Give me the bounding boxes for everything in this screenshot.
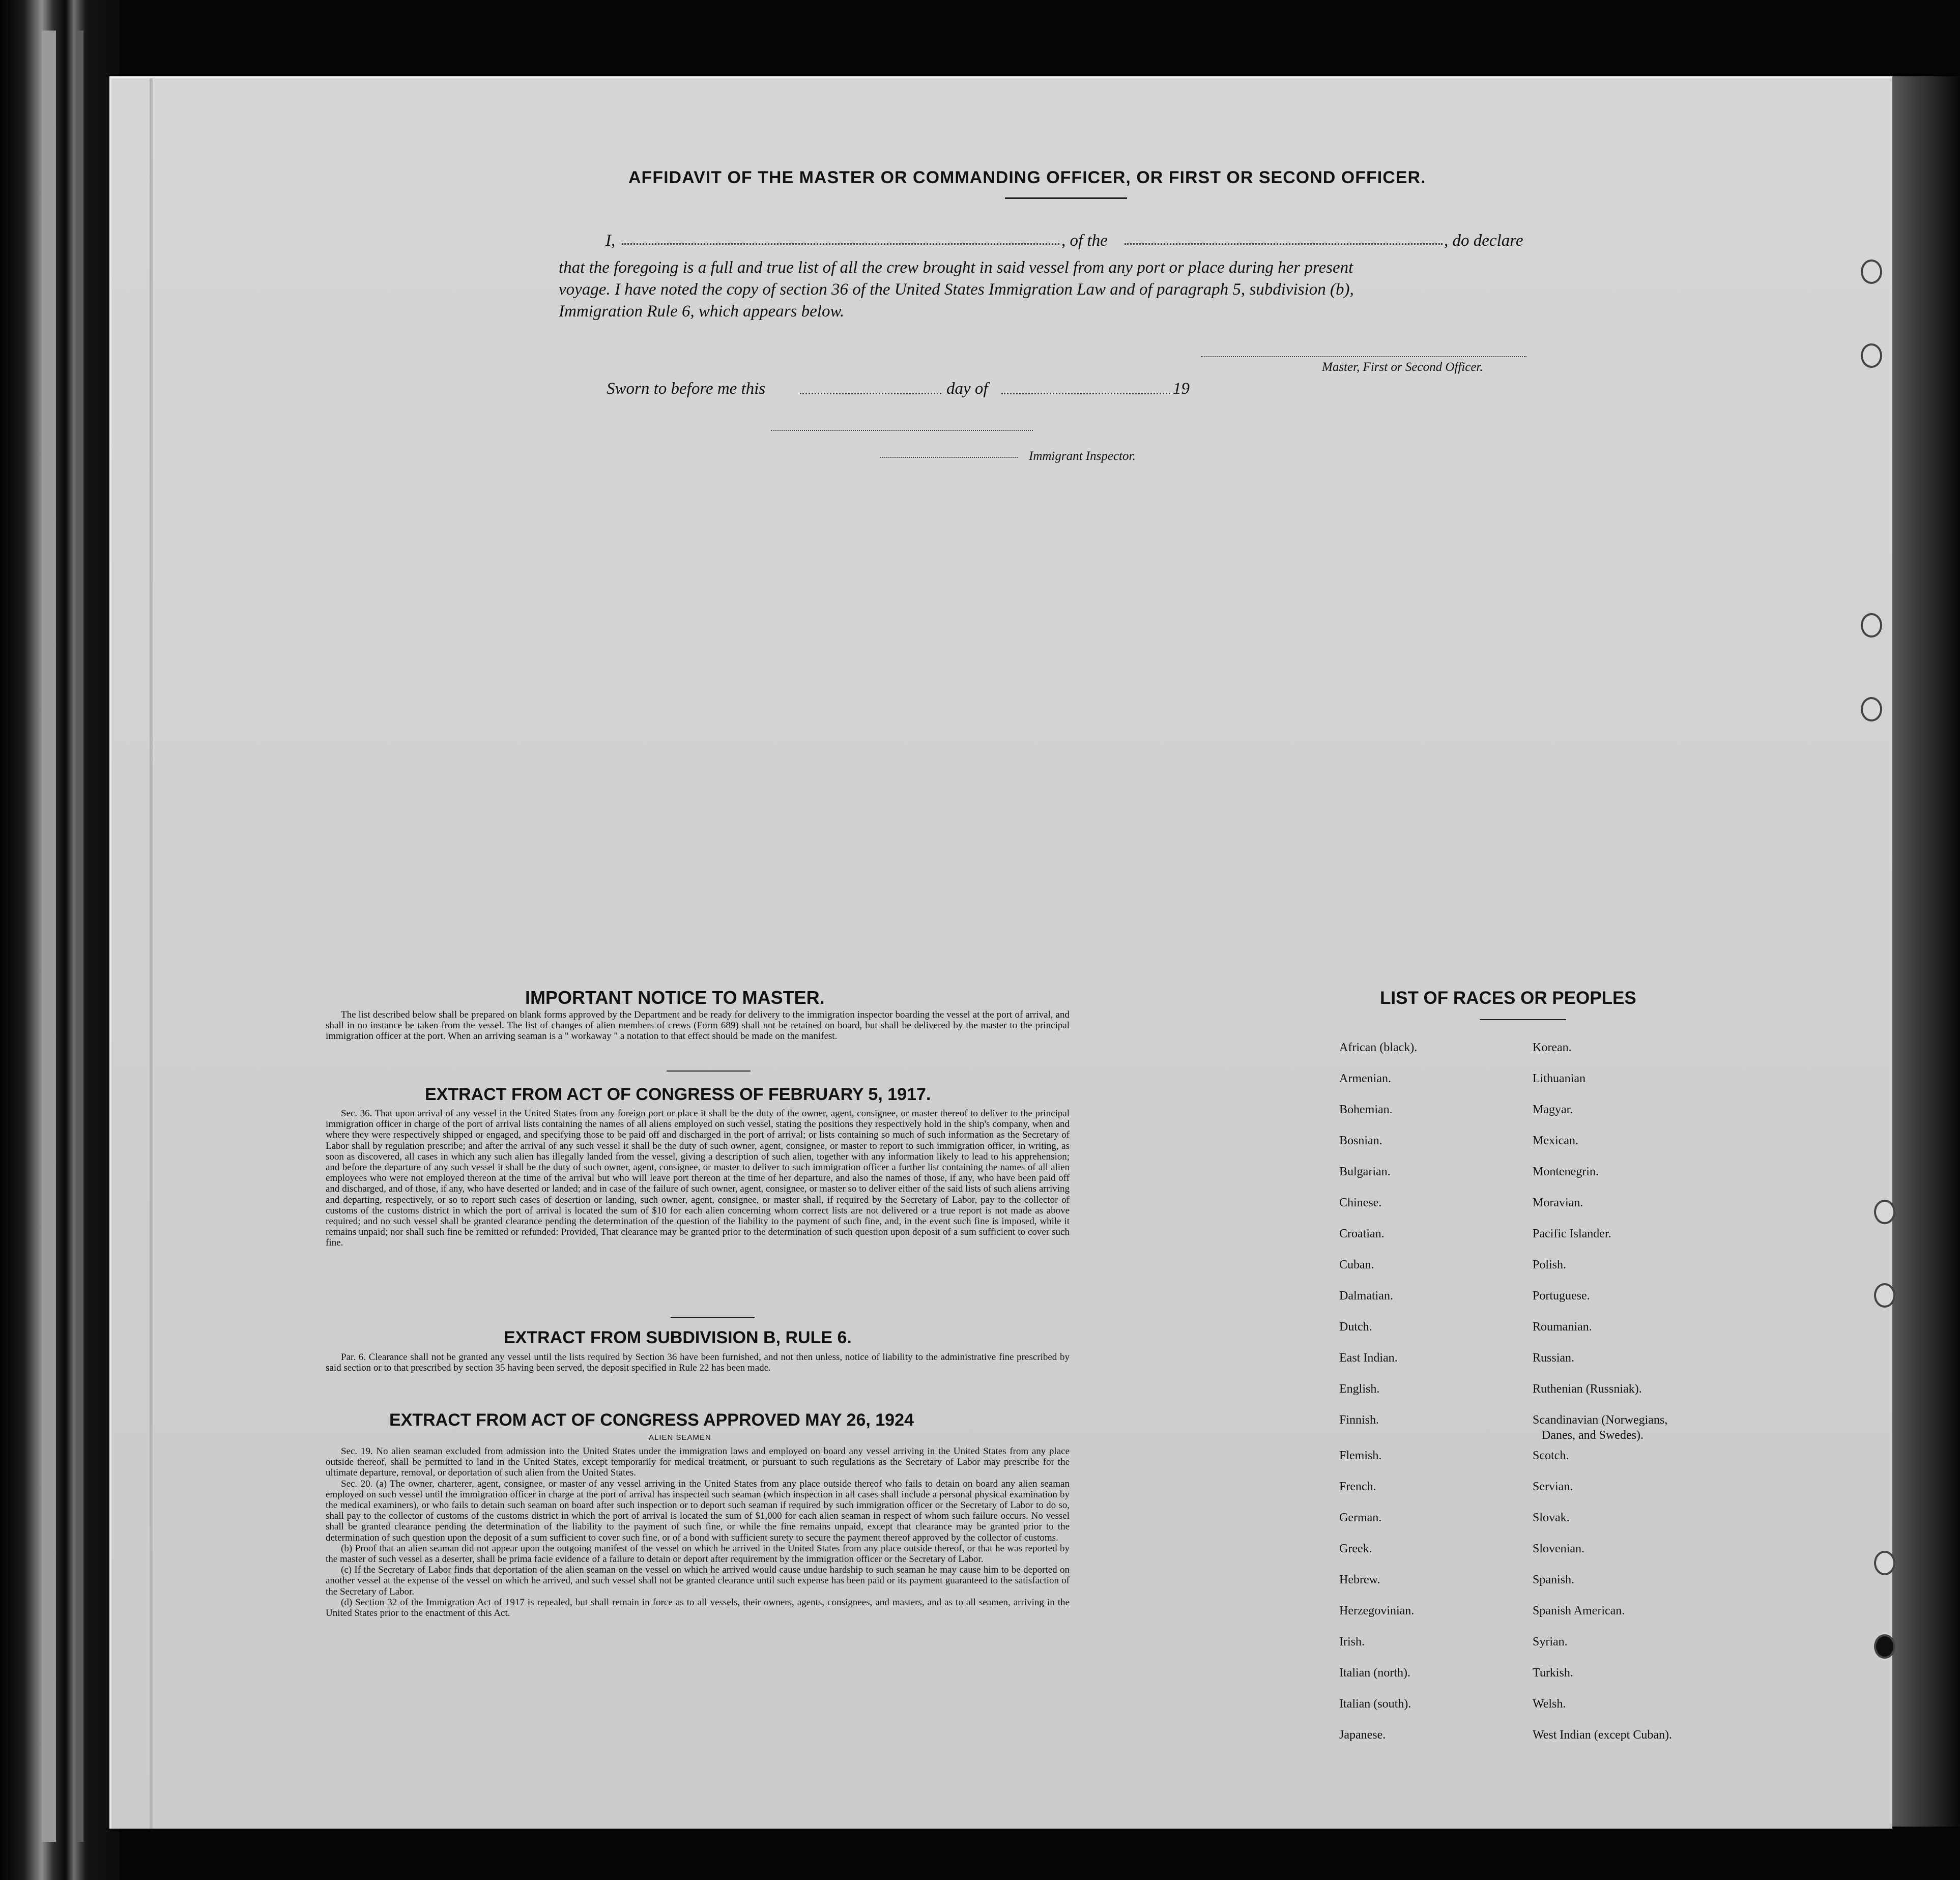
race-item: Mexican. — [1533, 1134, 1578, 1147]
punch-hole — [1861, 697, 1882, 721]
rule6-text: Par. 6. Clearance shall not be granted any vessel until the lists required by Section 36 have been furnished, and not then unless, notice of liability to the administrative fine prescribed by said section or to that prescribed by section 35 having been served, the deposit specified in Rule 22 has been made. — [326, 1352, 1070, 1374]
inspector-signature-blank[interactable] — [771, 430, 1033, 431]
inspector-label: Immigrant Inspector. — [1029, 449, 1136, 463]
sec19-text: Sec. 19. No alien seaman excluded from admission into the United States under the immigration laws and employed on board any vessel arriving in the United States from any place outside thereof, shall be permitted to land in the United States, except temporarily for medical treatment, or pursuant to such regulations as the Secretary of Labor may prescribe for the ultimate departure, removal, or deportation of such alien from the United States. — [326, 1446, 1070, 1479]
race-item: Scandinavian (Norwegians, — [1533, 1413, 1668, 1427]
race-item: Japanese. — [1339, 1728, 1386, 1742]
book-binding — [0, 0, 120, 1880]
race-item: Bohemian. — [1339, 1103, 1393, 1116]
extract1917-title: EXTRACT FROM ACT OF CONGRESS OF FEBRUARY 5, 1917. — [425, 1085, 931, 1104]
punch-hole — [1874, 1283, 1895, 1308]
race-item: Ruthenian (Russniak). — [1533, 1382, 1642, 1396]
affidavit-of-the: , of the — [1061, 232, 1108, 250]
race-item: Montenegrin. — [1533, 1165, 1599, 1178]
race-item: German. — [1339, 1511, 1382, 1524]
race-item: Italian (south). — [1339, 1697, 1411, 1711]
race-item: Roumanian. — [1533, 1320, 1592, 1334]
race-item: Moravian. — [1533, 1196, 1583, 1209]
race-item: West Indian (except Cuban). — [1533, 1728, 1672, 1742]
extract1924-body — [326, 1446, 1070, 1618]
sworn-day-label: day of — [946, 380, 988, 398]
race-item: Syrian. — [1533, 1635, 1568, 1648]
race-item: Portuguese. — [1533, 1289, 1590, 1303]
divider — [671, 1317, 755, 1318]
affidavit-declare: , do declare — [1444, 232, 1523, 250]
race-item: Servian. — [1533, 1480, 1573, 1493]
race-item: Turkish. — [1533, 1666, 1573, 1680]
race-item: Bosnian. — [1339, 1134, 1382, 1147]
race-item: English. — [1339, 1382, 1380, 1396]
extract1924-title: EXTRACT FROM ACT OF CONGRESS APPROVED MAY 26, 1924 — [389, 1410, 914, 1430]
extract1924-subtitle: ALIEN SEAMEN — [649, 1433, 711, 1442]
affidavit-i: I, — [606, 232, 616, 250]
race-item: Armenian. — [1339, 1072, 1391, 1085]
page-fold-line — [150, 78, 153, 1829]
affidavit-line2: that the foregoing is a full and true list of all the crew brought in said vessel from any port or place during her present — [559, 258, 1353, 277]
extract1917-body — [326, 1108, 1070, 1249]
sworn-year: 19 — [1173, 380, 1190, 398]
race-item: Finnish. — [1339, 1413, 1379, 1427]
race-item: Bulgarian. — [1339, 1165, 1391, 1178]
race-item: Russian. — [1533, 1351, 1575, 1365]
rule6-title: EXTRACT FROM SUBDIVISION B, RULE 6. — [504, 1328, 852, 1347]
punch-hole — [1861, 613, 1882, 638]
name-blank[interactable] — [622, 243, 1059, 245]
race-item: French. — [1339, 1480, 1376, 1493]
punch-hole — [1861, 343, 1882, 368]
divider — [667, 1071, 751, 1072]
affidavit-line3: voyage. I have noted the copy of section 36 of the United States Immigration Law and of paragraph 5, subdivision (b), — [559, 280, 1354, 299]
notice-body — [326, 1009, 1070, 1042]
sec20d-text: (d) Section 32 of the Immigration Act of 1917 is repealed, but shall remain in force as to all vessels, their owners, agents, consignees, and masters, and as to all seamen, arriving in the United States prior to the enactment of this Act. — [326, 1597, 1070, 1619]
master-signature-blank[interactable] — [1201, 356, 1526, 357]
race-item: Irish. — [1339, 1635, 1365, 1648]
sworn-month-blank[interactable] — [1001, 393, 1170, 394]
race-item: Magyar. — [1533, 1103, 1573, 1116]
extract1917-text: Sec. 36. That upon arrival of any vessel in the United States from any foreign port or place it shall be the duty of the owner, agent, consignee, or master thereof to deliver to the principal immigration officer in charge of the port of arrival lists containing the names of all aliens employed on such vessel, stating the positions they respectively hold in the ship's company, when and where they were respectively shipped or engaged, and specifying those to be paid off and discharged in the port of arrival; or lists containing so much of such information as the Secretary of Labor shall by regulation prescribe; and after the arrival of any such vessel it shall be the duty of such owner, agent, consignee, or master to report to such immigration officer, in writing, as soon as discovered, all cases in which any such alien has illegally landed from the vessel, giving a description of such alien, together with any information likely to lead to his apprehension; and before the departure of any such vessel it shall be the duty of such owner, agent, consignee, or master to deliver to such immigration officer a further list containing the names of all alien employees who were not employed thereon at the time of the arrival but who will leave port thereon at the time of her departure, and also the names of those, if any, who have been paid off and discharged, and of those, if any, who have deserted or landed; and in case of the failure of such owner, agent, consignee, or master so to deliver either of the said lists of such aliens arriving and departing, respectively, or so to report such cases of desertion or landing, such owner, agent, consignee, or master shall, if required by the Secretary of Labor, pay to the collector of customs of the customs district in which the port of arrival is located the sum of $10 for each alien concerning whom correct lists are not delivered or a true report is not made as above required; and no such vessel shall be granted clearance pending the determination of the question of the liability to the payment of such fine, and, in the event such fine is imposed, while it remains unpaid; nor shall such fine be remitted or refunded: Provided, That clearance may be granted prior to the determination of such question upon deposit of a sum sufficient to cover such fine. — [326, 1108, 1070, 1249]
affidavit-title: AFFIDAVIT OF THE MASTER OR COMMANDING OFFICER, OR FIRST OR SECOND OFFICER. — [628, 168, 1426, 187]
vessel-blank[interactable] — [1125, 243, 1443, 245]
punch-hole — [1874, 1200, 1895, 1224]
sec20a-text: Sec. 20. (a) The owner, charterer, agent, consignee, or master of any vessel arriving in the United States from any place outside thereof who fails to detain on board any alien seaman employed on such vessel until the immigration officer in charge at the port of arrival has inspected such seaman (which inspection in all cases shall include a personal physical examination by the medical examiners), or who fails to detain such seaman on board after such inspection or to deport such seaman if required by such immigration officer or the Secretary of Labor to do so, shall pay to the collector of customs of the customs district in which the port of arrival is located the sum of $1,000 for each alien seaman in respect of whom such failure occurs. No vessel shall be granted clearance pending the determination of the liability to the payment of such fine, or while the fine remains unpaid, except that clearance may be granted prior to the determination of such question upon the deposit of a sum sufficient to cover such fine, or of a bond with sufficient surety to secure the payment thereof approved by the collector of customs. — [326, 1478, 1070, 1543]
race-item: Spanish American. — [1533, 1604, 1625, 1617]
race-item: Italian (north). — [1339, 1666, 1410, 1680]
race-item: Dalmatian. — [1339, 1289, 1393, 1303]
race-item: Polish. — [1533, 1258, 1567, 1271]
race-item: Dutch. — [1339, 1320, 1372, 1334]
sec20b-text: (b) Proof that an alien seaman did not appear upon the outgoing manifest of the vessel on which he arrived in the United States from any place outside thereof, or that he was reported by the master of such vessel as a deserter, shall be prima facie evidence of a failure to detain or deport after requirement by the immigration officer or the Secretary of Labor. — [326, 1543, 1070, 1565]
punch-hole — [1874, 1551, 1895, 1575]
race-item: Herzegovinian. — [1339, 1604, 1415, 1617]
page-edge-shadow — [1890, 76, 1960, 1827]
race-item: Hebrew. — [1339, 1573, 1380, 1586]
punch-hole — [1874, 1634, 1895, 1659]
race-item: Slovenian. — [1533, 1542, 1584, 1555]
race-item: Slovak. — [1533, 1511, 1570, 1524]
race-item: Pacific Islander. — [1533, 1227, 1611, 1240]
race-item: Croatian. — [1339, 1227, 1385, 1240]
rule6-body — [326, 1352, 1070, 1373]
race-item: Cuban. — [1339, 1258, 1374, 1271]
race-item: Scotch. — [1533, 1449, 1569, 1462]
notice-text: The list described below shall be prepared on blank forms approved by the Department and be ready for delivery to the immigration inspector boarding the vessel at the port of arrival, and shall in no instance be taken from the vessel. The list of changes of alien members of crews (Form 689) shall not be retained on board, but shall be delivered by the master to the principal immigration officer at the port. When an arriving seaman is a " workaway " a notation to that effect should be made on the manifest. — [326, 1009, 1070, 1042]
binding-edge — [42, 31, 56, 1842]
race-right-extra: Danes, and Swedes). — [1542, 1429, 1644, 1442]
race-item: Welsh. — [1533, 1697, 1566, 1711]
affidavit-line4: Immigration Rule 6, which appears below. — [559, 302, 845, 321]
race-item: Spanish. — [1533, 1573, 1575, 1586]
race-item: Lithuanian — [1533, 1072, 1586, 1085]
punch-hole — [1861, 259, 1882, 284]
divider — [1480, 1019, 1566, 1020]
race-item: East Indian. — [1339, 1351, 1398, 1365]
inspector-dots — [880, 457, 1018, 458]
race-item: Flemish. — [1339, 1449, 1382, 1462]
title-rule — [1005, 197, 1127, 199]
races-title: LIST OF RACES OR PEOPLES — [1380, 988, 1636, 1008]
binding-edge — [76, 31, 83, 1842]
race-item: Korean. — [1533, 1041, 1572, 1054]
notice-title: IMPORTANT NOTICE TO MASTER. — [525, 987, 825, 1008]
sworn-day-blank[interactable] — [800, 393, 941, 394]
master-label: Master, First or Second Officer. — [1322, 360, 1483, 374]
race-item: African (black). — [1339, 1041, 1418, 1054]
sworn-prefix: Sworn to before me this — [607, 380, 766, 398]
race-item: Chinese. — [1339, 1196, 1382, 1209]
sec20c-text: (c) If the Secretary of Labor finds that deportation of the alien seaman on the vessel on which he arrived would cause undue hardship to such seaman he may cause him to be deported on another vessel at the expense of the vessel on which he arrived, and such vessel shall not be granted clearance until such expense has been paid or its payment guaranteed to the satisfaction of the Secretary of Labor. — [326, 1565, 1070, 1597]
race-item: Greek. — [1339, 1542, 1372, 1555]
